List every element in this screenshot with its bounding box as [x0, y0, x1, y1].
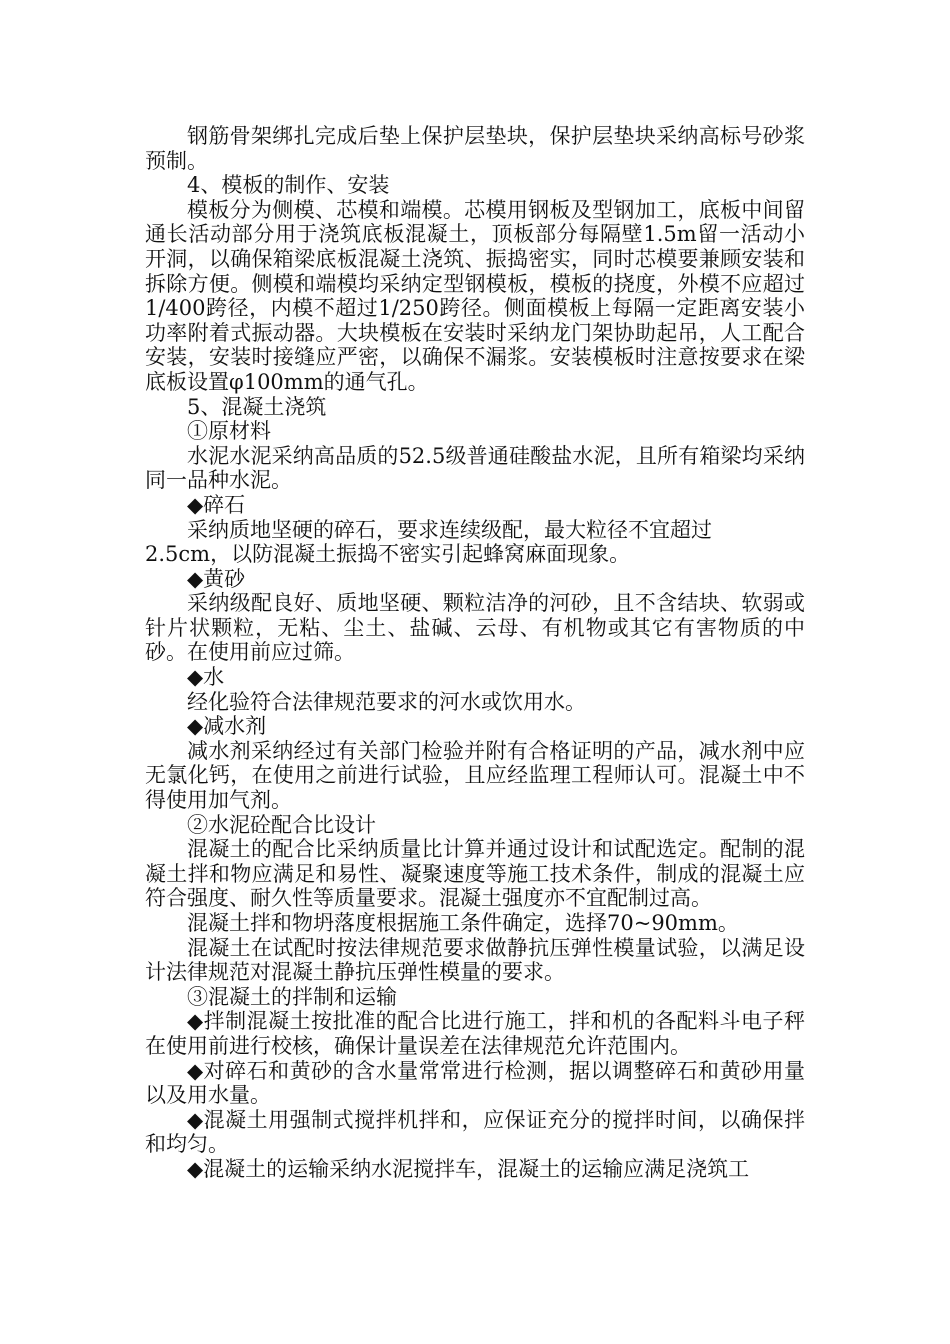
item-heading-water: ◆水 — [187, 665, 225, 690]
paragraph-slump: 混凝土拌和物坍落度根据施工条件确定，选择70~90mm。 — [187, 911, 739, 935]
paragraph-mixing-2: ◆对碎石和黄砂的含水量常常进行检测，据以调整碎石和黄砂用量以及用水量。 — [145, 1058, 805, 1108]
paragraph-mixing-3: ◆混凝土用强制式搅拌机拌和，应保证充分的搅拌时间，以确保拌和均匀。 — [145, 1107, 805, 1157]
paragraph-mixing-1: ◆拌制混凝土按批准的配合比进行施工，拌和机的各配料斗电子秤在使用前进行校核，确保计量误差在法律规范允许范围内。 — [145, 1009, 805, 1058]
paragraph-modulus: 混凝土在试配时按法律规范要求做静抗压弹性模量试验，以满足设计法律规范对混凝土静抗压弹性模量的要求。 — [145, 935, 805, 985]
item-heading-sand: ◆黄砂 — [187, 566, 246, 591]
paragraph-mixing-4: ◆混凝土的运输采纳水泥搅拌车，混凝土的运输应满足浇筑工 — [187, 1156, 750, 1181]
paragraph-admixture: 减水剂采纳经过有关部门检验并附有合格证明的产品，减水剂中应无氯化钙，在使用之前进行试验，且应经监理工程师认可。混凝土中不得使用加气剂。 — [145, 738, 805, 813]
paragraph-gravel-line1: 采纳质地坚硬的碎石，要求连续级配，最大粒径不宜超过 — [187, 517, 712, 542]
subheading-mix-design: ②水泥砼配合比设计 — [187, 812, 376, 837]
section-heading-concrete-pouring: 5、混凝土浇筑 — [187, 394, 327, 419]
item-heading-admixture: ◆减水剂 — [187, 714, 267, 739]
subheading-mixing-transport: ③混凝土的拌制和运输 — [187, 984, 397, 1009]
paragraph-cement: 水泥水泥采纳高品质的52.5级普通硅酸盐水泥，且所有箱梁均采纳同一品种水泥。 — [145, 443, 805, 493]
paragraph-rebar-cover: 钢筋骨架绑扎完成后垫上保护层垫块，保护层垫块采纳高标号砂浆预制。 — [145, 124, 805, 173]
paragraph-mix-design: 混凝土的配合比采纳质量比计算并通过设计和试配选定。配制的混凝土拌和物应满足和易性、凝聚速度等施工技术条件，制成的混凝土应符合强度、耐久性等质量要求。混凝土强度亦不宜配制过高。 — [145, 837, 805, 911]
subheading-raw-materials: ①原材料 — [187, 419, 271, 444]
paragraph-water: 经化验符合法律规范要求的河水或饮用水。 — [187, 689, 586, 714]
item-heading-gravel: ◆碎石 — [187, 492, 246, 517]
document-page — [145, 124, 805, 1182]
paragraph-sand: 采纳级配良好、质地坚硬、颗粒洁净的河砂，且不含结块、软弱或针片状颗粒，无粘、尘土、盐碱、云母、有机物或其它有害物质的中砂。在使用前应过筛。 — [145, 591, 805, 665]
section-heading-formwork: 4、模板的制作、安装 — [187, 173, 390, 198]
paragraph-formwork: 模板分为侧模、芯模和端模。芯模用钢板及型钢加工，底板中间留通长活动部分用于浇筑底板混凝土，顶板部分每隔壁1.5m留一活动小开洞，以确保箱梁底板混凝土浇筑、振捣密实，同时芯模要兼顾安装和拆除方便。侧模和端模均采纳定型钢模板，模板的挠度，外模不应超过1/400跨径，内模不超过1/250跨径。侧面模板上每隔一定距离安装小功率附着式振动器。大块模板在安装时采纳龙门架协助起吊，人工配合安装，安装时接缝应严密，以确保不漏浆。安装模板时注意按要求在梁底板设置φ100mm的通气孔。 — [145, 197, 805, 394]
paragraph-gravel-line2: 2.5cm，以防混凝土振捣不密实引起蜂窝麻面现象。 — [145, 542, 631, 567]
